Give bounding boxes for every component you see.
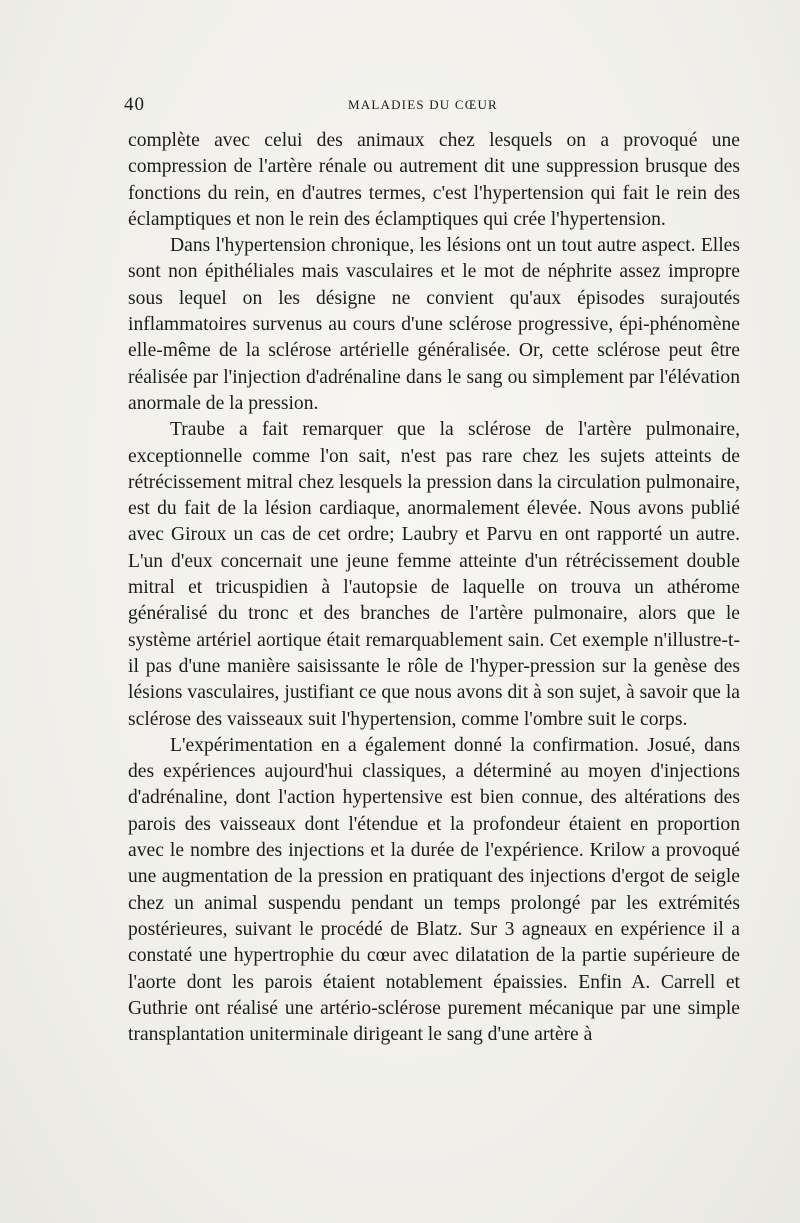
paragraph-traube: Traube a fait remarquer que la sclérose de l'artère pulmonaire, exceptionnelle comme l'on sait, n'est pas rare chez les sujets atteints de rétrécissement mitral chez lesquels la pression dans la circulation pulmonaire, est du fait de la lésion cardiaque, anormalement élevée. Nous avons publié avec Giroux un cas de cet ordre; Laubry et Parvu en ont rapporté un autre. L'un d'eux concernait une jeune femme atteinte d'un rétrécissement double mitral et tricuspidien à l'autopsie de laquelle on trouva un athérome généralisé du tronc et des branches de l'artère pulmonaire, alors que le système artériel aortique était remarquablement sain. Cet exemple n'illustre-t-il pas d'une manière saisissante le rôle de l'hyper-pression sur la genèse des lésions vasculaires, justifiant ce que nous avons dit à son sujet, à savoir que la sclérose des vaisseaux suit l'hypertension, comme l'ombre suit le corps. (128, 419, 740, 730)
running-head (124, 94, 740, 116)
paragraph-experimentation: L'expérimentation en a également donné la confirmation. Josué, dans des expériences aujourd'hui classiques, a déterminé au moyen d'injections d'adrénaline, dont l'action hypertensive est bien connue, des altérations des parois des vaisseaux dont l'étendue et la profondeur étaient en proportion avec le nombre des injections et la durée de l'expérience. Krilow a provoqué une augmentation de la pression en pratiquant des injections d'ergot de seigle chez un animal suspendu pendant un temps prolongé par les extrémités postérieures, suivant le procédé de Blatz. Sur 3 agneaux en expérience il a constaté une hypertrophie du cœur avec dilatation de la partie supérieure de l'aorte dont les parois étaient notablement épaissies. Enfin A. Carrell et Guthrie ont réalisé une artério-sclérose purement mécanique par une simple transplantation uniterminale dirigeant le sang d'une artère à (128, 734, 740, 1046)
running-title: MALADIES DU CŒUR (348, 97, 498, 112)
body-text (128, 128, 740, 1048)
paragraph-continuation: complète avec celui des animaux chez lesquels on a provoqué une compression de l'artère rénale ou autrement dit une suppression brusque des fonctions du rein, en d'autres termes, c'est l'hypertension qui fait le rein des éclamptiques et non le rein des éclamptiques qui crée l'hypertension. (128, 130, 740, 230)
paragraph-hypertension-chronique: Dans l'hypertension chronique, les lésions ont un tout autre aspect. Elles sont non épithéliales mais vasculaires et le mot de néphrite assez impropre sous lequel on les désigne ne convient qu'aux épisodes surajoutés inflammatoires survenus au cours d'une sclérose progressive, épi-phénomène elle-même de la sclérose artérielle généralisée. Or, cette sclérose peut être réalisée par l'injection d'adrénaline dans le sang ou simplement par l'élévation anormale de la pression. (128, 235, 740, 414)
page-number: 40 (124, 94, 145, 115)
